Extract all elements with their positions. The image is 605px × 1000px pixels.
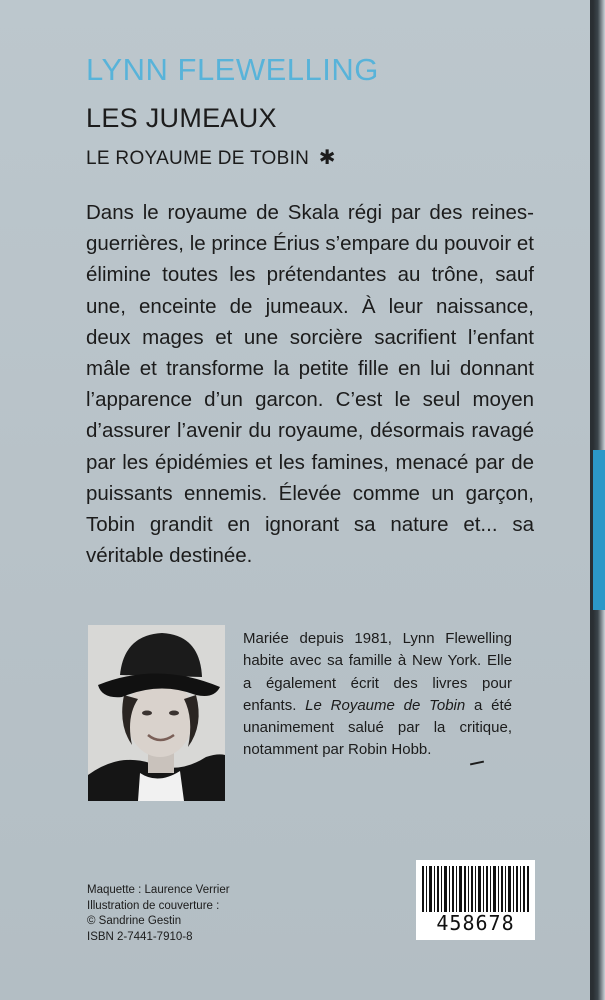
author-name: LYNN FLEWELLING (86, 52, 379, 87)
author-portrait-icon (88, 625, 225, 801)
book-title: LES JUMEAUX (86, 103, 277, 133)
credit-illustration-label: Illustration de couverture : (87, 899, 220, 912)
author-photo (88, 625, 225, 801)
bio-text-after: a été unanimement salué par la critique, notamment par Robin Hobb. (243, 696, 513, 759)
asterisk-icon: ✱ (318, 147, 336, 169)
bio-text-before: Mariée depuis 1981, Lynn Flewelling habite avec sa famille à New York. Elle a également écrit des livres pour enfants. (243, 630, 512, 714)
spine-blue-accent (593, 450, 605, 610)
barcode-number: 458678 (436, 911, 515, 935)
book-subtitle (86, 145, 336, 170)
subtitle-text: LE ROYAUME DE TOBIN (86, 148, 310, 169)
bio-italic-title: Le Royaume de Tobin (305, 696, 466, 714)
credits (87, 883, 230, 945)
synopsis-text: Dans le royaume de Skala régi par des reines-guerrières, le prince Érius s’empare du pouvoir et élimine toutes les prétendantes au trône, sauf une, enceinte de jumeaux. À leur naissance, deux mages et une sorcière sacrifient l’enfant mâle et transforme la petite fille en lui donnant l’apparence d’un garcon. C’est le seul moyen d’assurer l’avenir du royaume, désormais ravagé par les épidémies et les famines, menacé par de puissants ennemis. Élevée comme un garçon, Tobin grandit en ignorant sa nature et... sa véritable destinée. (86, 201, 534, 568)
credit-illustrator: © Sandrine Gestin (87, 915, 182, 927)
synopsis (86, 197, 534, 571)
bio-paragraph (243, 628, 512, 762)
barcode (416, 860, 535, 940)
isbn: ISBN 2-7441-7910-8 (87, 930, 193, 943)
credit-layout: Maquette : Laurence Verrier (87, 884, 230, 896)
author-bio (243, 628, 512, 762)
barcode-icon (422, 866, 529, 912)
